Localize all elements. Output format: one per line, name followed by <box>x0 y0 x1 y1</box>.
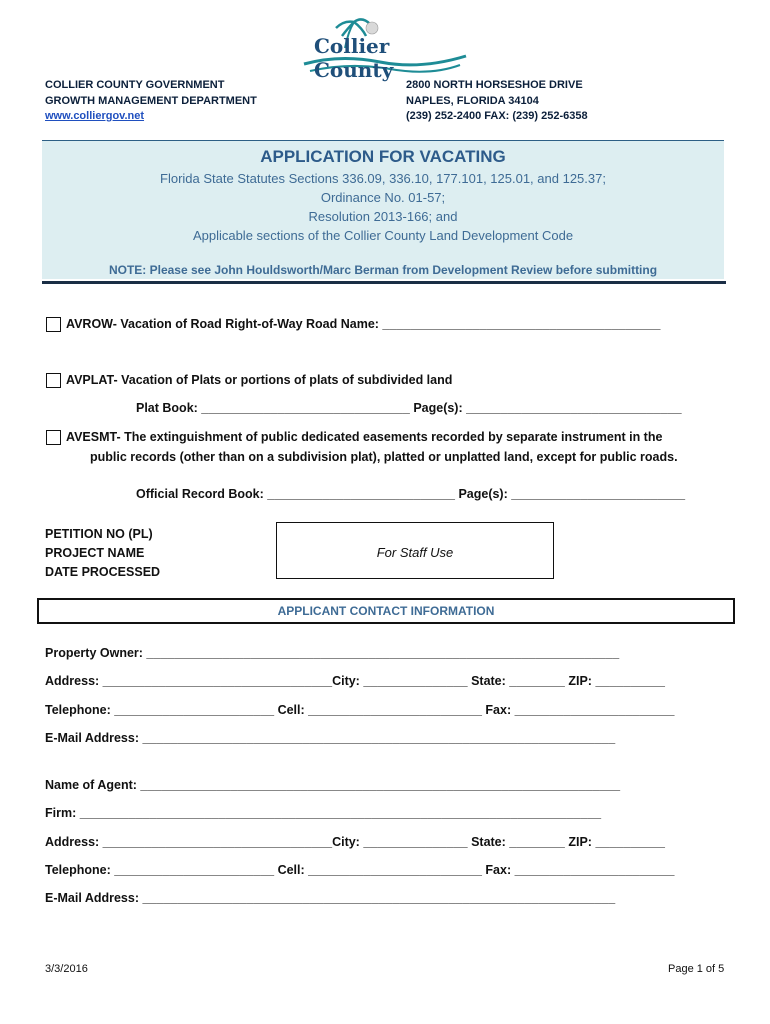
footer-page-number: Page 1 of 5 <box>668 963 725 975</box>
avplat-checkbox[interactable] <box>46 373 61 388</box>
street-address: 2800 NORTH HORSESHOE DRIVE <box>406 79 583 91</box>
official-record-field[interactable]: Official Record Book: ___________________________ Page(s): _________________________ <box>136 487 686 501</box>
agent-email-field[interactable]: E-Mail Address: ____________________________________________________________________ <box>45 891 616 905</box>
statutes-line: Florida State Statutes Sections 336.09, 336.10, 177.101, 125.01, and 125.37; <box>160 171 606 186</box>
petition-no-label: PETITION NO (PL) <box>45 527 153 541</box>
agent-firm-field[interactable]: Firm: ___________________________________________________________________________ <box>45 806 602 820</box>
title-block <box>42 140 724 279</box>
collier-county-logo <box>300 18 470 82</box>
ldc-line: Applicable sections of the Collier County Land Development Code <box>192 228 574 243</box>
department-name: GROWTH MANAGEMENT DEPARTMENT <box>45 94 257 107</box>
date-processed-label: DATE PROCESSED <box>45 565 161 579</box>
contact-heading: APPLICANT CONTACT INFORMATION <box>277 604 495 618</box>
avesmt-option-cont: public records (other than on a subdivision plat), platted or unplatted land, except for public roads. <box>90 450 678 464</box>
agency-address <box>406 78 588 125</box>
avrow-option: AVROW- Vacation of Road Right-of-Way Road Name: ________________________________________ <box>66 317 661 331</box>
staff-use-box <box>276 522 554 579</box>
owner-address-field[interactable]: Address: _________________________________City: _______________ State: ________ ZIP: __________ <box>45 674 665 688</box>
agent-name-field[interactable]: Name of Agent: _____________________________________________________________________ <box>45 778 621 792</box>
staff-use-text: For Staff Use <box>376 545 454 560</box>
agent-address-field[interactable]: Address: _________________________________City: _______________ State: ________ ZIP: __________ <box>45 835 665 849</box>
logo-text: Collier County <box>314 34 394 82</box>
ordinance-line: Ordinance No. 01-57; <box>320 190 446 205</box>
avesmt-checkbox[interactable] <box>46 430 61 445</box>
avrow-checkbox[interactable] <box>46 317 61 332</box>
page-title: APPLICATION FOR VACATING <box>260 147 506 166</box>
footer-date: 3/3/2016 <box>45 963 88 975</box>
avesmt-option: AVESMT- The extinguishment of public dedicated easements recorded by separate instrument in the <box>66 430 663 444</box>
resolution-line: Resolution 2013-166; and <box>308 209 458 224</box>
agency-info <box>45 78 257 125</box>
city-state-zip: NAPLES, FLORIDA 34104 <box>406 94 539 107</box>
agent-telephone-field[interactable]: Telephone: _______________________ Cell: _________________________ Fax: _______________________ <box>45 863 675 877</box>
website-link[interactable]: www.colliergov.net <box>45 110 145 122</box>
owner-email-field[interactable]: E-Mail Address: ____________________________________________________________________ <box>45 731 616 745</box>
project-name-label: PROJECT NAME <box>45 546 145 560</box>
avplat-option: AVPLAT- Vacation of Plats or portions of plats of subdivided land <box>66 373 453 387</box>
agency-name: COLLIER COUNTY GOVERNMENT <box>45 79 225 91</box>
owner-telephone-field[interactable]: Telephone: _______________________ Cell: _________________________ Fax: _______________________ <box>45 703 675 717</box>
property-owner-field[interactable]: Property Owner: ____________________________________________________________________ <box>45 646 620 660</box>
plat-book-field[interactable]: Plat Book: ______________________________ Page(s): _______________________________ <box>136 401 682 415</box>
title-divider <box>42 281 726 284</box>
contact-section-header <box>37 598 735 624</box>
phone-fax: (239) 252-2400 FAX: (239) 252-6358 <box>406 110 588 122</box>
staff-labels <box>45 525 160 582</box>
submission-note: NOTE: Please see John Houldsworth/Marc Berman from Development Review before submitting <box>108 263 658 277</box>
